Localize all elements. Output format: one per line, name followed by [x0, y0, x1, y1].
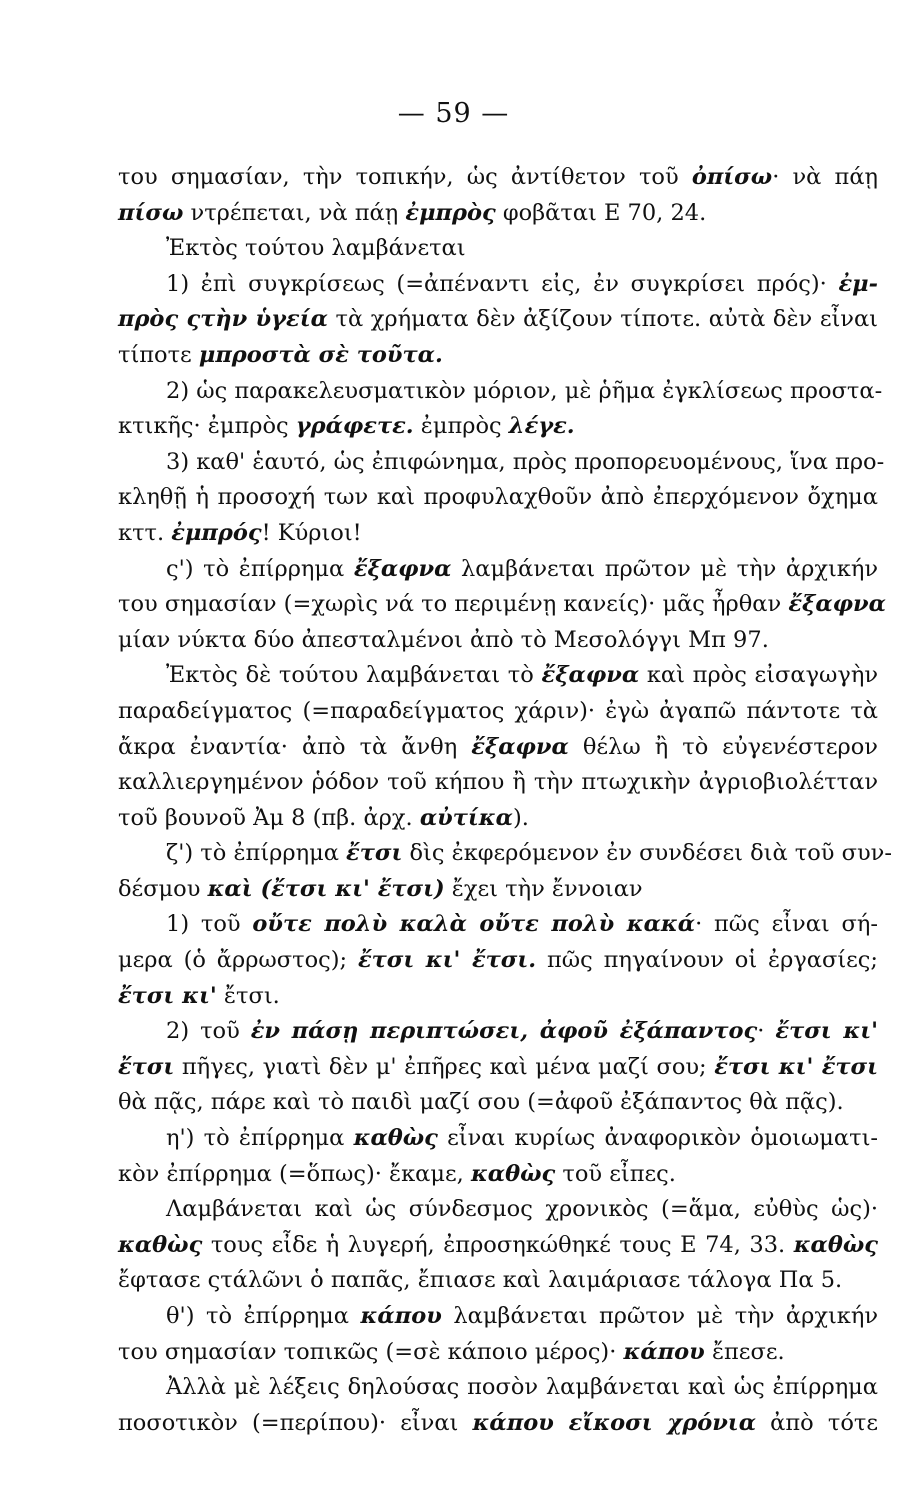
- text-run: 1) τοῦ: [166, 911, 253, 938]
- emphasis-text: πίσω: [118, 199, 184, 226]
- text-run: μερα (ὁ ἄρρωστος);: [118, 947, 358, 974]
- text-run: θὰ πᾷς, πάρε καὶ τὸ παιδὶ μαζί σου (=ἀφοῦ ἐξάπαντος θὰ πᾷς).: [118, 1089, 844, 1116]
- emphasis-text: λέγε.: [508, 413, 575, 440]
- text-run: ἄκρα ἐναντία· ἀπὸ τὰ ἄνθη: [118, 733, 472, 760]
- text-line: [118, 943, 878, 979]
- text-run: ).: [512, 804, 529, 831]
- text-line: [118, 196, 878, 232]
- text-run: κὸν ἐπίρρημα (=ὅπως)· ἔκαμε,: [118, 1160, 471, 1187]
- emphasis-text: πρὸς ςτὴν ὑγεία: [118, 306, 328, 333]
- text-run: ἔτσι.: [216, 982, 280, 1009]
- emphasis-text: ἔξαφνα: [541, 662, 640, 689]
- emphasis-text: ὀπίσω: [691, 164, 773, 190]
- emphasis-text: καθὼς: [470, 1160, 556, 1187]
- text-run: ·: [757, 1018, 776, 1045]
- text-run: ντρέπεται, νὰ πάῃ: [183, 199, 406, 226]
- text-run: ἔχει τὴν ἔννοιαν: [444, 875, 643, 902]
- text-run: ἔφτασε ςτάλῶνι ὁ παπᾶς, ἔπιασε καὶ λαιμάριασε τάλογα Πα 5.: [118, 1267, 843, 1294]
- emphasis-text: ἔτσι κι' ἔτσι.: [357, 947, 537, 974]
- emphasis-text: ἐν πάσῃ περιπτώσει, ἀφοῦ ἐξάπαντος: [250, 1018, 758, 1045]
- text-line: [118, 1263, 878, 1299]
- text-run: ζ') τὸ ἐπίρρημα: [166, 840, 347, 867]
- text-run: τοῦ βουνοῦ Ἀμ 8 (πβ. ἀρχ.: [118, 804, 420, 831]
- text-line: [118, 516, 878, 552]
- text-line: [118, 1014, 878, 1050]
- text-line: [118, 552, 878, 588]
- emphasis-text: καθὼς: [353, 1125, 438, 1152]
- text-run: 2) τοῦ: [166, 1018, 251, 1045]
- text-run: 1) ἐπὶ συγκρίσεως (=ἀπέναντι εἰς, ἐν συγκρίσει πρός)·: [166, 270, 839, 297]
- text-run: εἶναι κυρίως ἀναφορικὸν ὁμοιωματι-: [437, 1125, 878, 1152]
- text-run: κληθῇ ἡ προσοχή των καὶ προφυλαχθοῦν ἀπὸ ἐπερχόμενον ὄχημα: [118, 484, 878, 511]
- emphasis-text: ἔτσι: [118, 1053, 175, 1080]
- text-run: ποσοτικὸν (=περίπου)· εἶναι: [118, 1409, 473, 1436]
- text-line: [118, 374, 883, 410]
- text-line: [118, 1121, 878, 1157]
- text-run: τὰ χρήματα δὲν ἀξίζουν τίποτε. αὐτὰ δὲν εἶναι: [327, 306, 878, 333]
- text-run: μίαν νύκτα δύο ἀπεσταλμένοι ἀπὸ τὸ Μεσολόγγι Μπ 97.: [118, 626, 769, 653]
- text-run: · πῶς εἶναι σή-: [695, 911, 878, 938]
- emphasis-text: κάπου: [623, 1338, 705, 1365]
- text-run: η') τὸ ἐπίρρημα: [166, 1125, 354, 1152]
- emphasis-text: ἔτσι κι' ἔτσι: [714, 1053, 878, 1080]
- text-run: καὶ πρὸς εἰσαγωγὴν: [639, 662, 878, 689]
- text-line: [118, 658, 878, 694]
- emphasis-text: ἔτσι κι': [118, 982, 217, 1009]
- text-line: [118, 872, 878, 908]
- text-line: [118, 1192, 878, 1228]
- text-line: [118, 1335, 878, 1371]
- text-run: 3) καθ' ἑαυτό, ὡς ἐπιφώνημα, πρὸς προπορευομένους, ἵνα προ-: [166, 448, 885, 475]
- page-number: — 59 —: [397, 98, 510, 129]
- text-line: [118, 231, 878, 267]
- text-run: Ἀλλὰ μὲ λέξεις δηλούσας ποσὸν λαμβάνεται καὶ ὡς ἐπίρρημα: [166, 1374, 878, 1401]
- text-line: [118, 623, 878, 659]
- text-run: του σημασίαν (=χωρὶς νά το περιμένῃ κανείς)· μᾶς ἦρθαν: [118, 591, 789, 618]
- emphasis-text: αὐτίκα: [419, 804, 513, 831]
- text-run: ς') τὸ ἐπίρρημα: [166, 555, 354, 582]
- emphasis-text: ἔξαφνα: [471, 733, 569, 760]
- text-line: [118, 1406, 878, 1442]
- text-line: [118, 302, 878, 338]
- emphasis-text: ἐμπρὸς: [405, 199, 496, 226]
- text-line: [118, 409, 878, 445]
- text-run: καλλιεργημένον ῥόδον τοῦ κήπου ἢ τὴν πτωχικὴν ἀγριοβιολέτταν: [118, 769, 878, 796]
- emphasis-text: καὶ (ἔτσι κι' ἔτσι): [207, 875, 445, 902]
- text-run: φοβᾶται Ε 70, 24.: [495, 199, 707, 226]
- text-run: Λαμβάνεται καὶ ὡς σύνδεσμος χρονικὸς (=ἅμα, εὐθὺς ὡς)·: [166, 1196, 878, 1223]
- text-run: Ἐκτὸς δὲ τούτου λαμβάνεται τὸ: [166, 662, 542, 689]
- body-text: [118, 160, 892, 1441]
- text-run: ! Κύριοι!: [261, 519, 362, 546]
- text-run: κττ.: [118, 519, 172, 546]
- text-run: ἔπεσε.: [704, 1338, 785, 1365]
- text-line: [118, 1050, 878, 1086]
- emphasis-text: ἔτσι κι': [775, 1018, 878, 1045]
- text-run: ἀπὸ τότε: [756, 1409, 878, 1436]
- emphasis-text: ἔτσι: [346, 840, 403, 867]
- text-run: λαμβάνεται πρῶτον μὲ τὴν ἀρχικήν: [451, 555, 878, 582]
- text-line: [118, 338, 878, 374]
- text-run: παραδείγματος (=παραδείγματος χάριν)· ἐγὼ ἀγαπῶ πάντοτε τὰ: [118, 697, 878, 724]
- text-run: του σημασίαν, τὴν τοπικήν, ὡς ἀντίθετον τοῦ: [118, 164, 692, 190]
- text-line: [118, 730, 878, 766]
- text-line: [118, 267, 878, 303]
- text-line: [118, 480, 878, 516]
- text-line: [118, 1370, 878, 1406]
- emphasis-text: καθὼς: [118, 1231, 203, 1258]
- emphasis-text: ἔξαφνα: [353, 555, 452, 582]
- text-line: [118, 1299, 878, 1335]
- emphasis-text: μπροστὰ σὲ τοῦτα.: [198, 341, 443, 368]
- text-run: τους εἶδε ἡ λυγερή, ἐπροσηκώθηκέ τους Ε 74, 33.: [202, 1231, 794, 1258]
- emphasis-text: ἐμπρός: [171, 519, 262, 546]
- emphasis-text: γράφετε.: [295, 413, 414, 440]
- emphasis-text: οὔτε πολὺ καλὰ οὔτε πολὺ κακά: [252, 911, 696, 938]
- text-run: δέσμου: [118, 875, 208, 902]
- text-run: λαμβάνεται πρῶτον μὲ τὴν ἀρχικήν: [441, 1303, 878, 1329]
- text-run: του σημασίαν τοπικῶς (=σὲ κάποιο μέρος)·: [118, 1338, 624, 1365]
- text-line: [118, 907, 878, 943]
- text-run: Ἐκτὸς τούτου λαμβάνεται: [166, 235, 466, 262]
- text-line: [118, 1228, 878, 1264]
- text-line: [118, 160, 878, 196]
- text-run: 2) ὡς παρακελευσματικὸν μόριον, μὲ ῥῆμα ἐγκλίσεως προστα-: [166, 377, 883, 404]
- emphasis-text: ἐμ-: [838, 270, 878, 297]
- text-line: [118, 979, 878, 1015]
- text-run: πῆγες, γιατὶ δὲν μ' ἐπῆρες καὶ μένα μαζί σου;: [174, 1053, 715, 1080]
- text-run: θ') τὸ ἐπίρρημα: [166, 1303, 361, 1329]
- text-run: κτικῆς· ἐμπρὸς: [118, 413, 296, 440]
- text-run: δὶς ἐκφερόμενον ἐν συνδέσει διὰ τοῦ συν-: [402, 840, 892, 867]
- text-run: πῶς πηγαίνουν οἱ ἐργασίες;: [536, 947, 878, 974]
- text-line: [118, 1085, 878, 1121]
- text-run: ἐμπρὸς: [413, 413, 509, 440]
- text-line: [118, 587, 886, 623]
- text-line: [118, 694, 878, 730]
- emphasis-text: κάπου εἴκοσι χρόνια: [472, 1409, 757, 1436]
- text-run: τίποτε: [118, 341, 199, 368]
- text-line: [118, 836, 892, 872]
- text-run: θέλω ἢ τὸ εὐγενέστερον: [568, 733, 878, 760]
- text-line: [118, 801, 878, 837]
- text-line: [118, 445, 885, 481]
- text-run: τοῦ εἶπες.: [555, 1160, 676, 1187]
- emphasis-text: καθὼς: [793, 1231, 878, 1258]
- emphasis-text: ἔξαφνα: [788, 591, 886, 618]
- text-line: [118, 765, 878, 801]
- text-run: · νὰ πάῃ: [772, 164, 878, 190]
- text-line: [118, 1157, 878, 1193]
- emphasis-text: κάπου: [360, 1303, 442, 1329]
